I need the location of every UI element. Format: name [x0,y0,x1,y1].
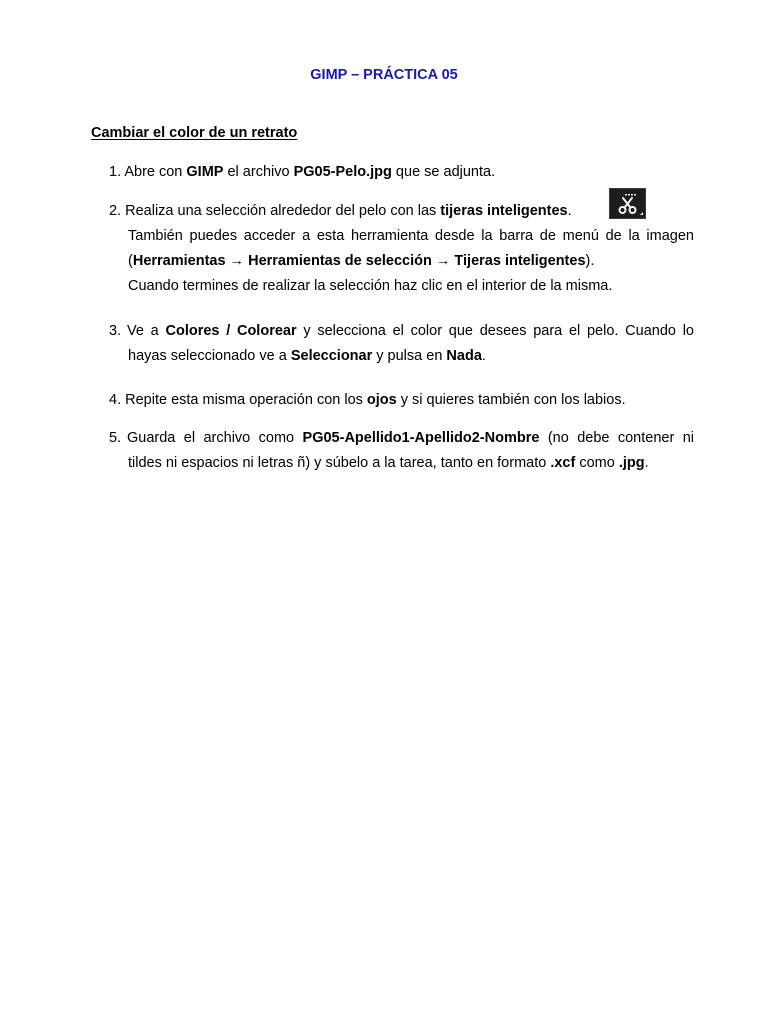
step-text: Abre con [124,164,187,180]
step-text: . [481,348,486,364]
step-bold: tijeras inteligentes [440,203,568,219]
step-number: 2. [109,203,122,219]
step-2 [109,199,694,299]
step-bold: Nada [446,348,482,364]
step-text: que se adjunta. [391,164,496,180]
step-text: Repite esta misma operación con los [125,392,367,408]
step-bold: Tijeras inteligentes [454,253,586,269]
step-bold: ojos [366,392,397,408]
step-text: También puedes acceder a esta herramienta desde la barra de menú de la imagen ( [128,228,694,269]
step-3 [109,319,694,369]
step-text: el archivo [223,164,294,180]
step-text: Ve a [127,323,166,339]
step-number: 5. [109,430,122,446]
step-text: y si quieres también con los labios. [396,392,626,408]
step-number: 3. [109,323,122,339]
step-text: Cuando termines de realizar la selección haz clic en el interior de la misma. [128,278,613,294]
step-number: 1. [109,164,122,180]
document-title: GIMP – PRÁCTICA 05 [310,67,458,83]
step-text: → [431,253,455,269]
step-text: y selecciona el color que desees para el pelo. Cuando lo hayas seleccionado ve a [128,323,694,364]
step-number: 4. [109,392,122,408]
step-bold: PG05-Apellido1-Apellido2-Nombre [302,430,540,446]
step-bold: .xcf [550,455,576,471]
step-1 [109,160,694,185]
intelligent-scissors-icon [609,188,646,219]
section-title: Cambiar el color de un retrato [91,125,298,141]
step-text: como [575,455,619,471]
step-bold: .jpg [618,455,645,471]
step-bold: Herramientas de selección [248,253,432,269]
step-bold: PG05-Pelo.jpg [293,164,392,180]
step-bold: Seleccionar [290,348,373,364]
step-text: Guarda el archivo como [127,430,303,446]
step-line [109,426,694,476]
step-bold: Herramientas [132,253,226,269]
step-bold: GIMP [186,164,224,180]
step-line [109,319,694,369]
step-5 [109,426,694,476]
step-continuation [109,224,694,274]
step-text: . [644,455,649,471]
step-text: → [225,253,249,269]
step-text: . [567,203,572,219]
step-text: (no debe contener ni tildes ni espacios ni letras ñ) y súbelo a la tarea, tanto en formato [128,430,695,471]
step-bold: Colores / Colorear [165,323,297,339]
step-text: Realiza una selección alrededor del pelo con las [125,203,441,219]
scissors-icon [610,189,645,218]
step-text: y pulsa en [372,348,447,364]
step-text: ). [585,253,595,269]
step-4 [109,388,694,413]
